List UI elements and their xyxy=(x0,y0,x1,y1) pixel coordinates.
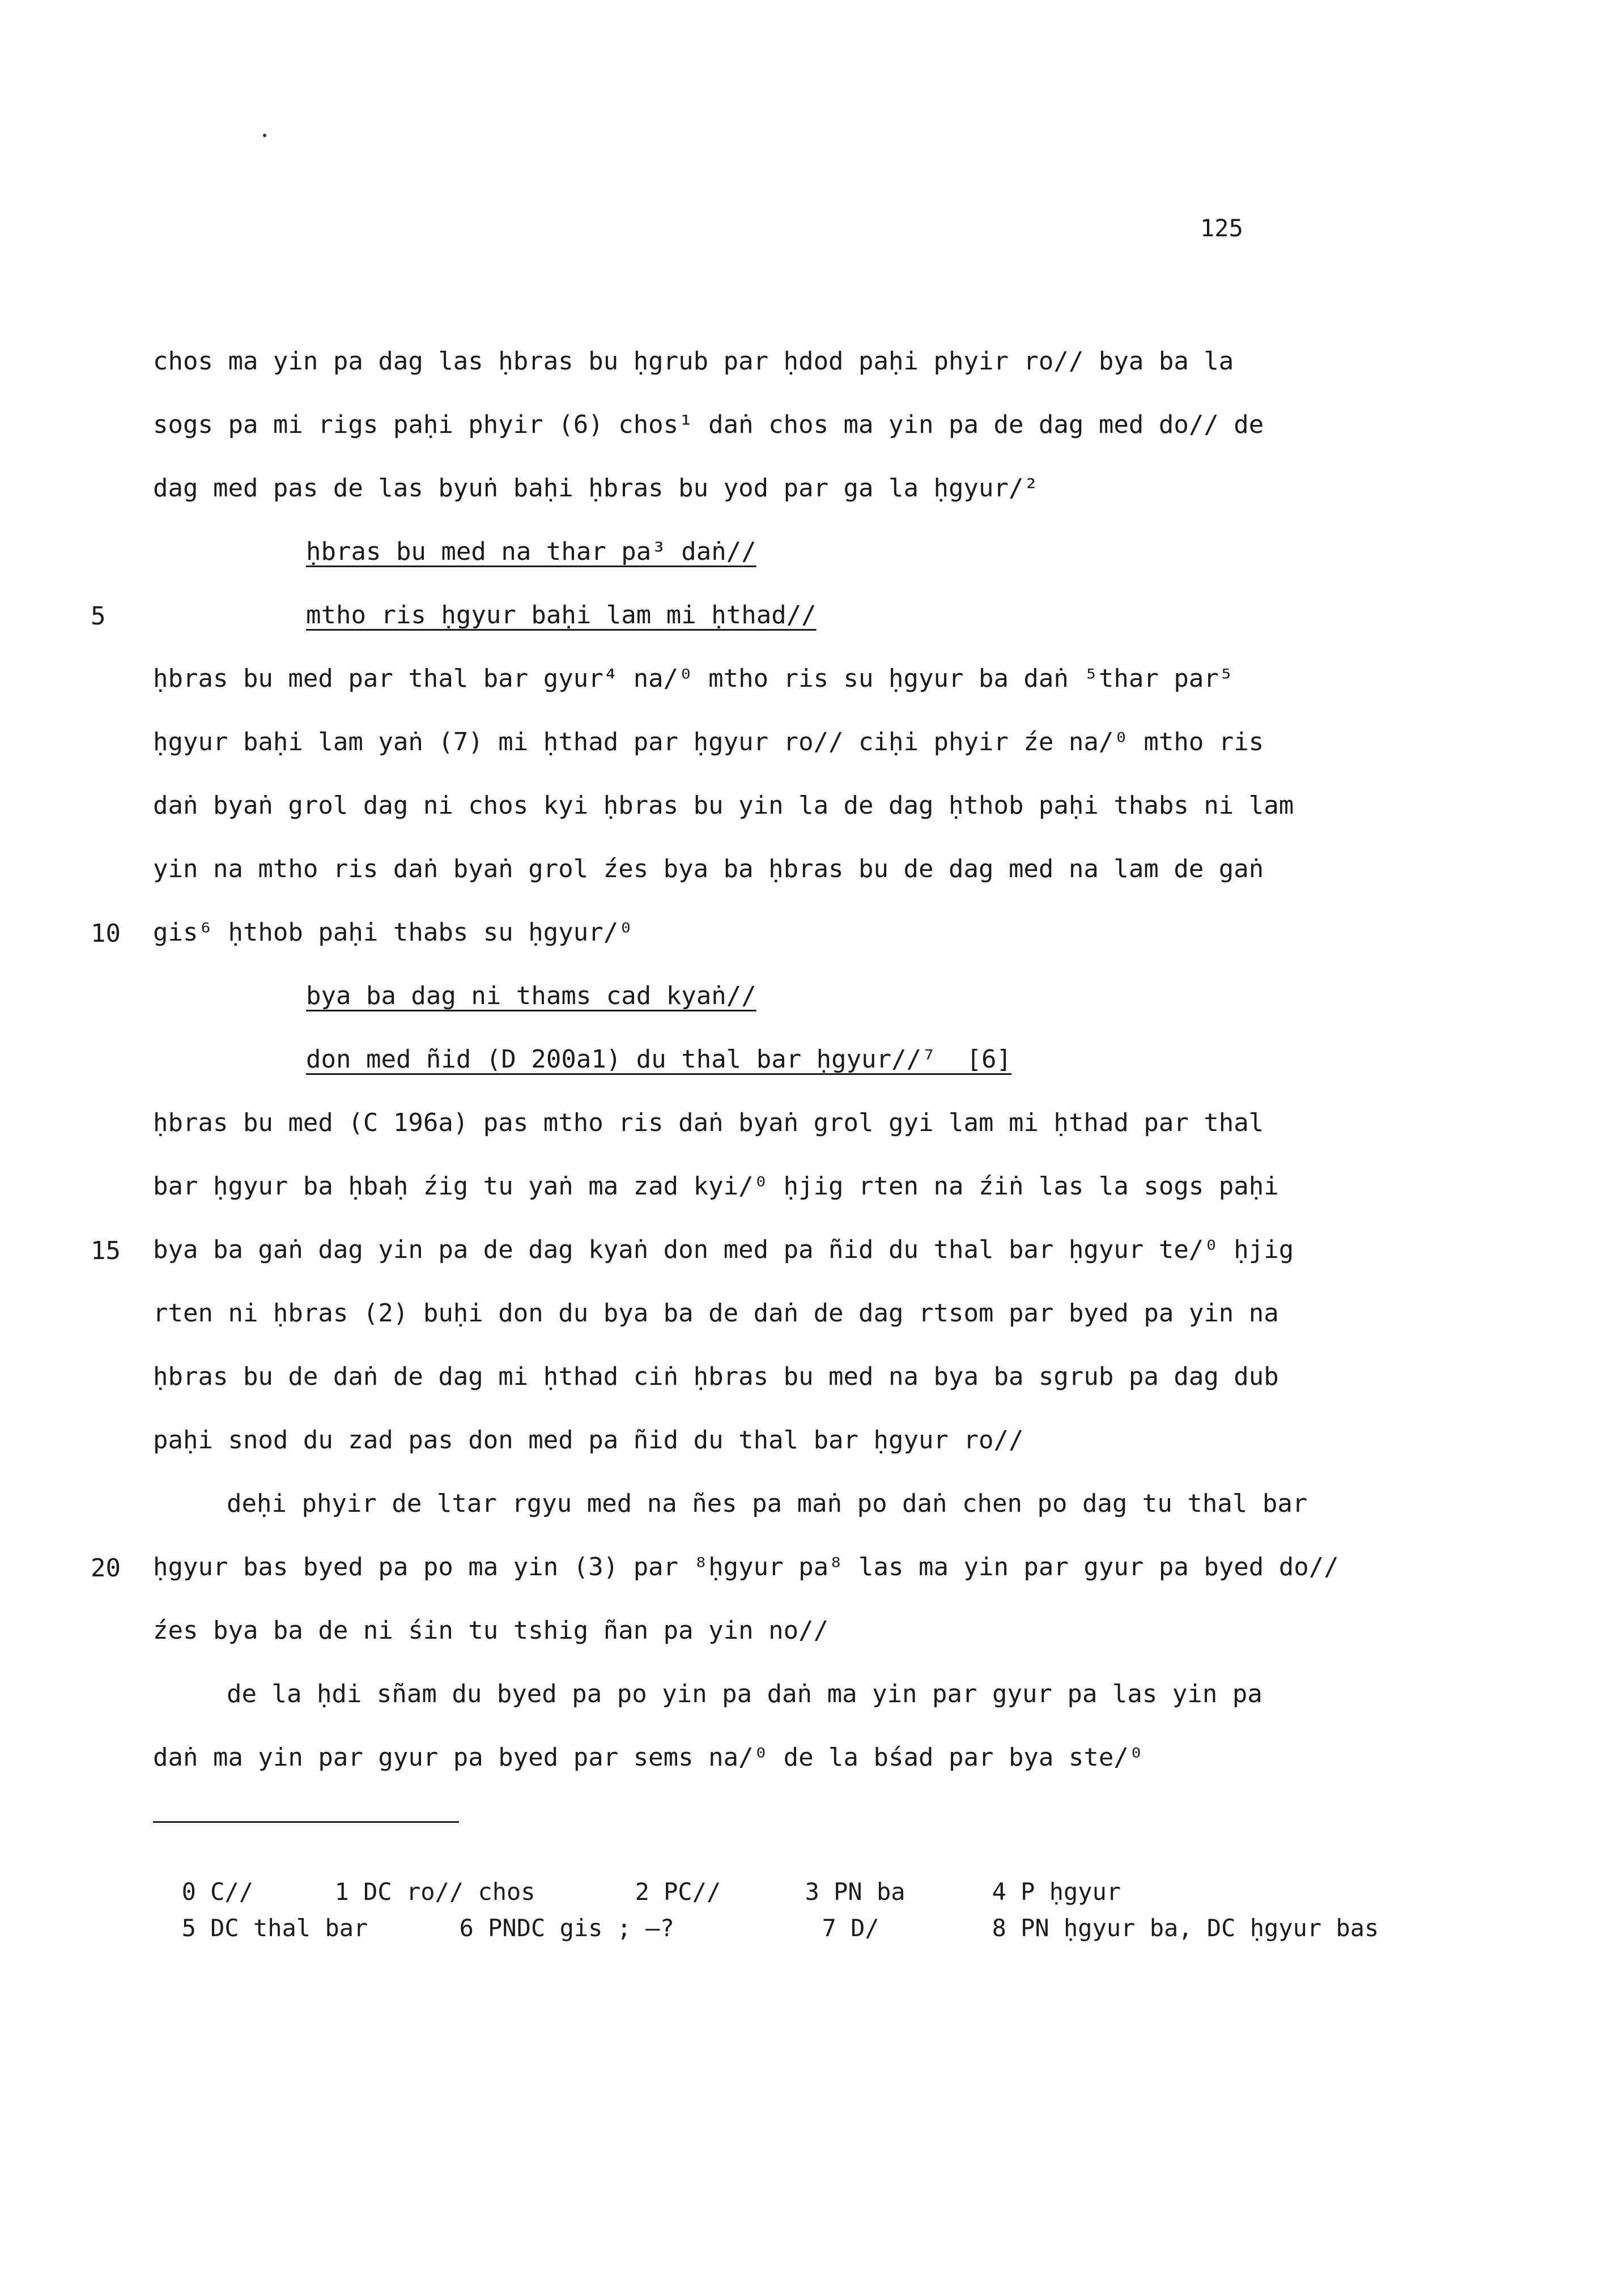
footnote-6: 6 PNDC gis ; —? xyxy=(459,1914,674,1942)
line-number-20: 20 xyxy=(91,1554,121,1583)
text-line-9: yin na mtho ris daṅ byaṅ grol źes bya ba ḥbras bu de dag med na lam de gaṅ xyxy=(153,854,1264,883)
footnote-8: 8 PN ḥgyur ba, DC ḥgyur bas xyxy=(992,1914,1379,1942)
text-line-16: rten ni ḥbras (2) buḥi don du bya ba de daṅ de dag rtsom par byed pa yin na xyxy=(153,1299,1279,1328)
text-line-1: chos ma yin pa dag las ḥbras bu ḥgrub par ḥdod paḥi phyir ro// bya ba la xyxy=(153,347,1234,376)
verse-line-4: ḥbras bu med na thar pa³ daṅ// xyxy=(306,537,756,566)
text-line-17: ḥbras bu de daṅ de dag mi ḥthad ciṅ ḥbras bu med na bya ba sgrub pa dag dub xyxy=(153,1362,1279,1391)
verse-line-12: don med ñid (D 200a1) du thal bar ḥgyur//⁷ [6] xyxy=(306,1045,1012,1074)
line-number-10: 10 xyxy=(91,919,121,948)
text-line-14: bar ḥgyur ba ḥbaḥ źig tu yaṅ ma zad kyi/⁰ ḥjig rten na źiṅ las la sogs paḥi xyxy=(153,1172,1279,1201)
text-line-2: sogs pa mi rigs paḥi phyir (6) chos¹ daṅ chos ma yin pa de dag med do// de xyxy=(153,410,1264,439)
footnote-7: 7 D/ xyxy=(822,1914,879,1942)
text-line-3: dag med pas de las byuṅ baḥi ḥbras bu yod par ga la ḥgyur/² xyxy=(153,474,1039,503)
footnote-2: 2 PC// xyxy=(635,1878,721,1906)
text-line-20: ḥgyur bas byed pa po ma yin (3) par ⁸ḥgyur pa⁸ las ma yin par gyur pa byed do// xyxy=(153,1553,1339,1581)
footnote-0: 0 C// xyxy=(181,1878,254,1906)
text-line-21: źes bya ba de ni śin tu tshig ñan pa yin no// xyxy=(153,1616,829,1645)
text-line-18: paḥi snod du zad pas don med pa ñid du thal bar ḥgyur ro// xyxy=(153,1426,1024,1455)
text-line-10: gis⁶ ḥthob paḥi thabs su ḥgyur/⁰ xyxy=(153,918,634,947)
verse-line-11: bya ba dag ni thams cad kyaṅ// xyxy=(306,981,756,1010)
verse-line-5: mtho ris ḥgyur baḥi lam mi ḥthad// xyxy=(306,601,817,630)
text-line-7: ḥgyur baḥi lam yaṅ (7) mi ḥthad par ḥgyur ro// ciḥi phyir źe na/⁰ mtho ris xyxy=(153,728,1264,756)
footnote-5: 5 DC thal bar xyxy=(181,1914,368,1942)
footnote-4: 4 P ḥgyur xyxy=(992,1878,1121,1906)
page-number: 125 xyxy=(1200,214,1243,242)
text-line-8: daṅ byaṅ grol dag ni chos kyi ḥbras bu yin la de dag ḥthob paḥi thabs ni lam xyxy=(153,791,1294,820)
footnote-3: 3 PN ba xyxy=(805,1878,905,1906)
line-number-15: 15 xyxy=(91,1236,121,1265)
text-line-22: de la ḥdi sñam du byed pa po yin pa daṅ ma yin par gyur pa las yin pa xyxy=(227,1680,1262,1708)
stray-mark xyxy=(263,134,266,137)
footnote-line-2 xyxy=(153,1893,1379,1940)
text-line-15: bya ba gaṅ dag yin pa de dag kyaṅ don med pa ñid du thal bar ḥgyur te/⁰ ḥjig xyxy=(153,1235,1294,1264)
text-line-23: daṅ ma yin par gyur pa byed par sems na/⁰ de la bśad par bya ste/⁰ xyxy=(153,1743,1144,1772)
text-line-19: deḥi phyir de ltar rgyu med na ñes pa maṅ po daṅ chen po dag tu thal bar xyxy=(227,1489,1308,1518)
footnote-1: 1 DC ro// chos xyxy=(334,1878,535,1906)
line-number-5: 5 xyxy=(91,602,106,631)
text-line-6: ḥbras bu med par thal bar gyur⁴ na/⁰ mtho ris su ḥgyur ba daṅ ⁵thar par⁵ xyxy=(153,664,1234,693)
text-line-13: ḥbras bu med (C 196a) pas mtho ris daṅ byaṅ grol gyi lam mi ḥthad par thal xyxy=(153,1108,1264,1137)
footnote-rule xyxy=(153,1821,459,1823)
